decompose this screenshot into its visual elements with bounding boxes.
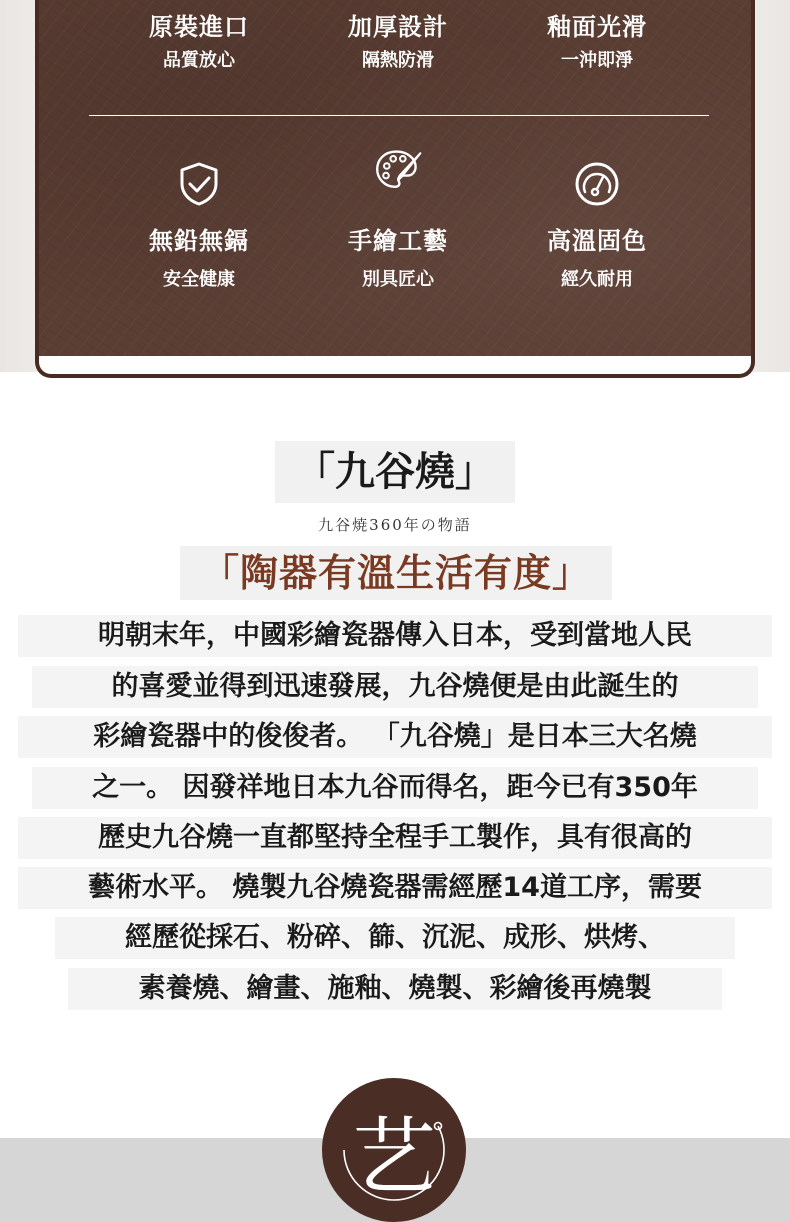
- palette-brush-icon: [374, 146, 422, 194]
- feature-subtitle: 一沖即淨: [561, 50, 633, 71]
- feature-card-texture: [39, 0, 751, 356]
- feature-title: 手繪工藝: [348, 227, 448, 255]
- paragraph-line: 經歷從採石、粉碎、篩、沉泥、成形、烘烤、: [55, 917, 735, 959]
- feature-subtitle: 隔熱防滑: [362, 50, 434, 71]
- feature-thick-design: [298, 12, 498, 73]
- feature-title: 無鉛無鎘: [149, 227, 249, 255]
- paragraph-line: 明朝末年，中國彩繪瓷器傳入日本，受到當地人民: [18, 615, 772, 657]
- feature-title: 加厚設計: [348, 13, 448, 41]
- feature-hand-painted: [298, 226, 498, 292]
- shield-check-icon: [175, 160, 223, 208]
- paragraph-line: 彩繪瓷器中的俊俊者。 「九谷燒」是日本三大名燒: [18, 716, 772, 758]
- feature-subtitle: 品質放心: [163, 50, 235, 71]
- feature-title: 原裝進口: [149, 13, 249, 41]
- feature-subtitle: 別具匠心: [362, 269, 434, 290]
- badge-ring-icon: [330, 1086, 458, 1214]
- feature-high-temp: [497, 226, 697, 292]
- section-tagline: 「陶器有溫生活有度」: [180, 546, 612, 600]
- paragraph-line: 之一。 因發祥地日本九谷而得名，距今已有350年: [32, 767, 758, 809]
- feature-imported: [99, 12, 299, 73]
- paragraph-line: 素養燒、繪畫、施釉、燒製、彩繪後再燒製: [68, 968, 722, 1010]
- gauge-icon: [573, 160, 621, 208]
- feature-subtitle: 安全健康: [163, 269, 235, 290]
- feature-title: 高溫固色: [547, 227, 647, 255]
- art-badge-char: 艺: [351, 1107, 436, 1206]
- paragraph-line: 藝術水平。 燒製九谷燒瓷器需經歷14道工序，需要: [18, 867, 772, 909]
- feature-title: 釉面光滑: [547, 13, 647, 41]
- feature-lead-free: [99, 226, 299, 292]
- section-title: 「九谷燒」: [275, 441, 515, 503]
- feature-smooth-glaze: [497, 12, 697, 73]
- paragraph-line: 的喜愛並得到迅速發展，九谷燒便是由此誕生的: [32, 666, 758, 708]
- section-subtitle: 九谷焼360年の物語: [318, 516, 472, 534]
- paragraph-line: 歷史九谷燒一直都堅持全程手工製作，具有很高的: [18, 817, 772, 859]
- feature-divider: [89, 115, 709, 116]
- feature-subtitle: 經久耐用: [561, 269, 633, 290]
- feature-card: [35, 0, 755, 378]
